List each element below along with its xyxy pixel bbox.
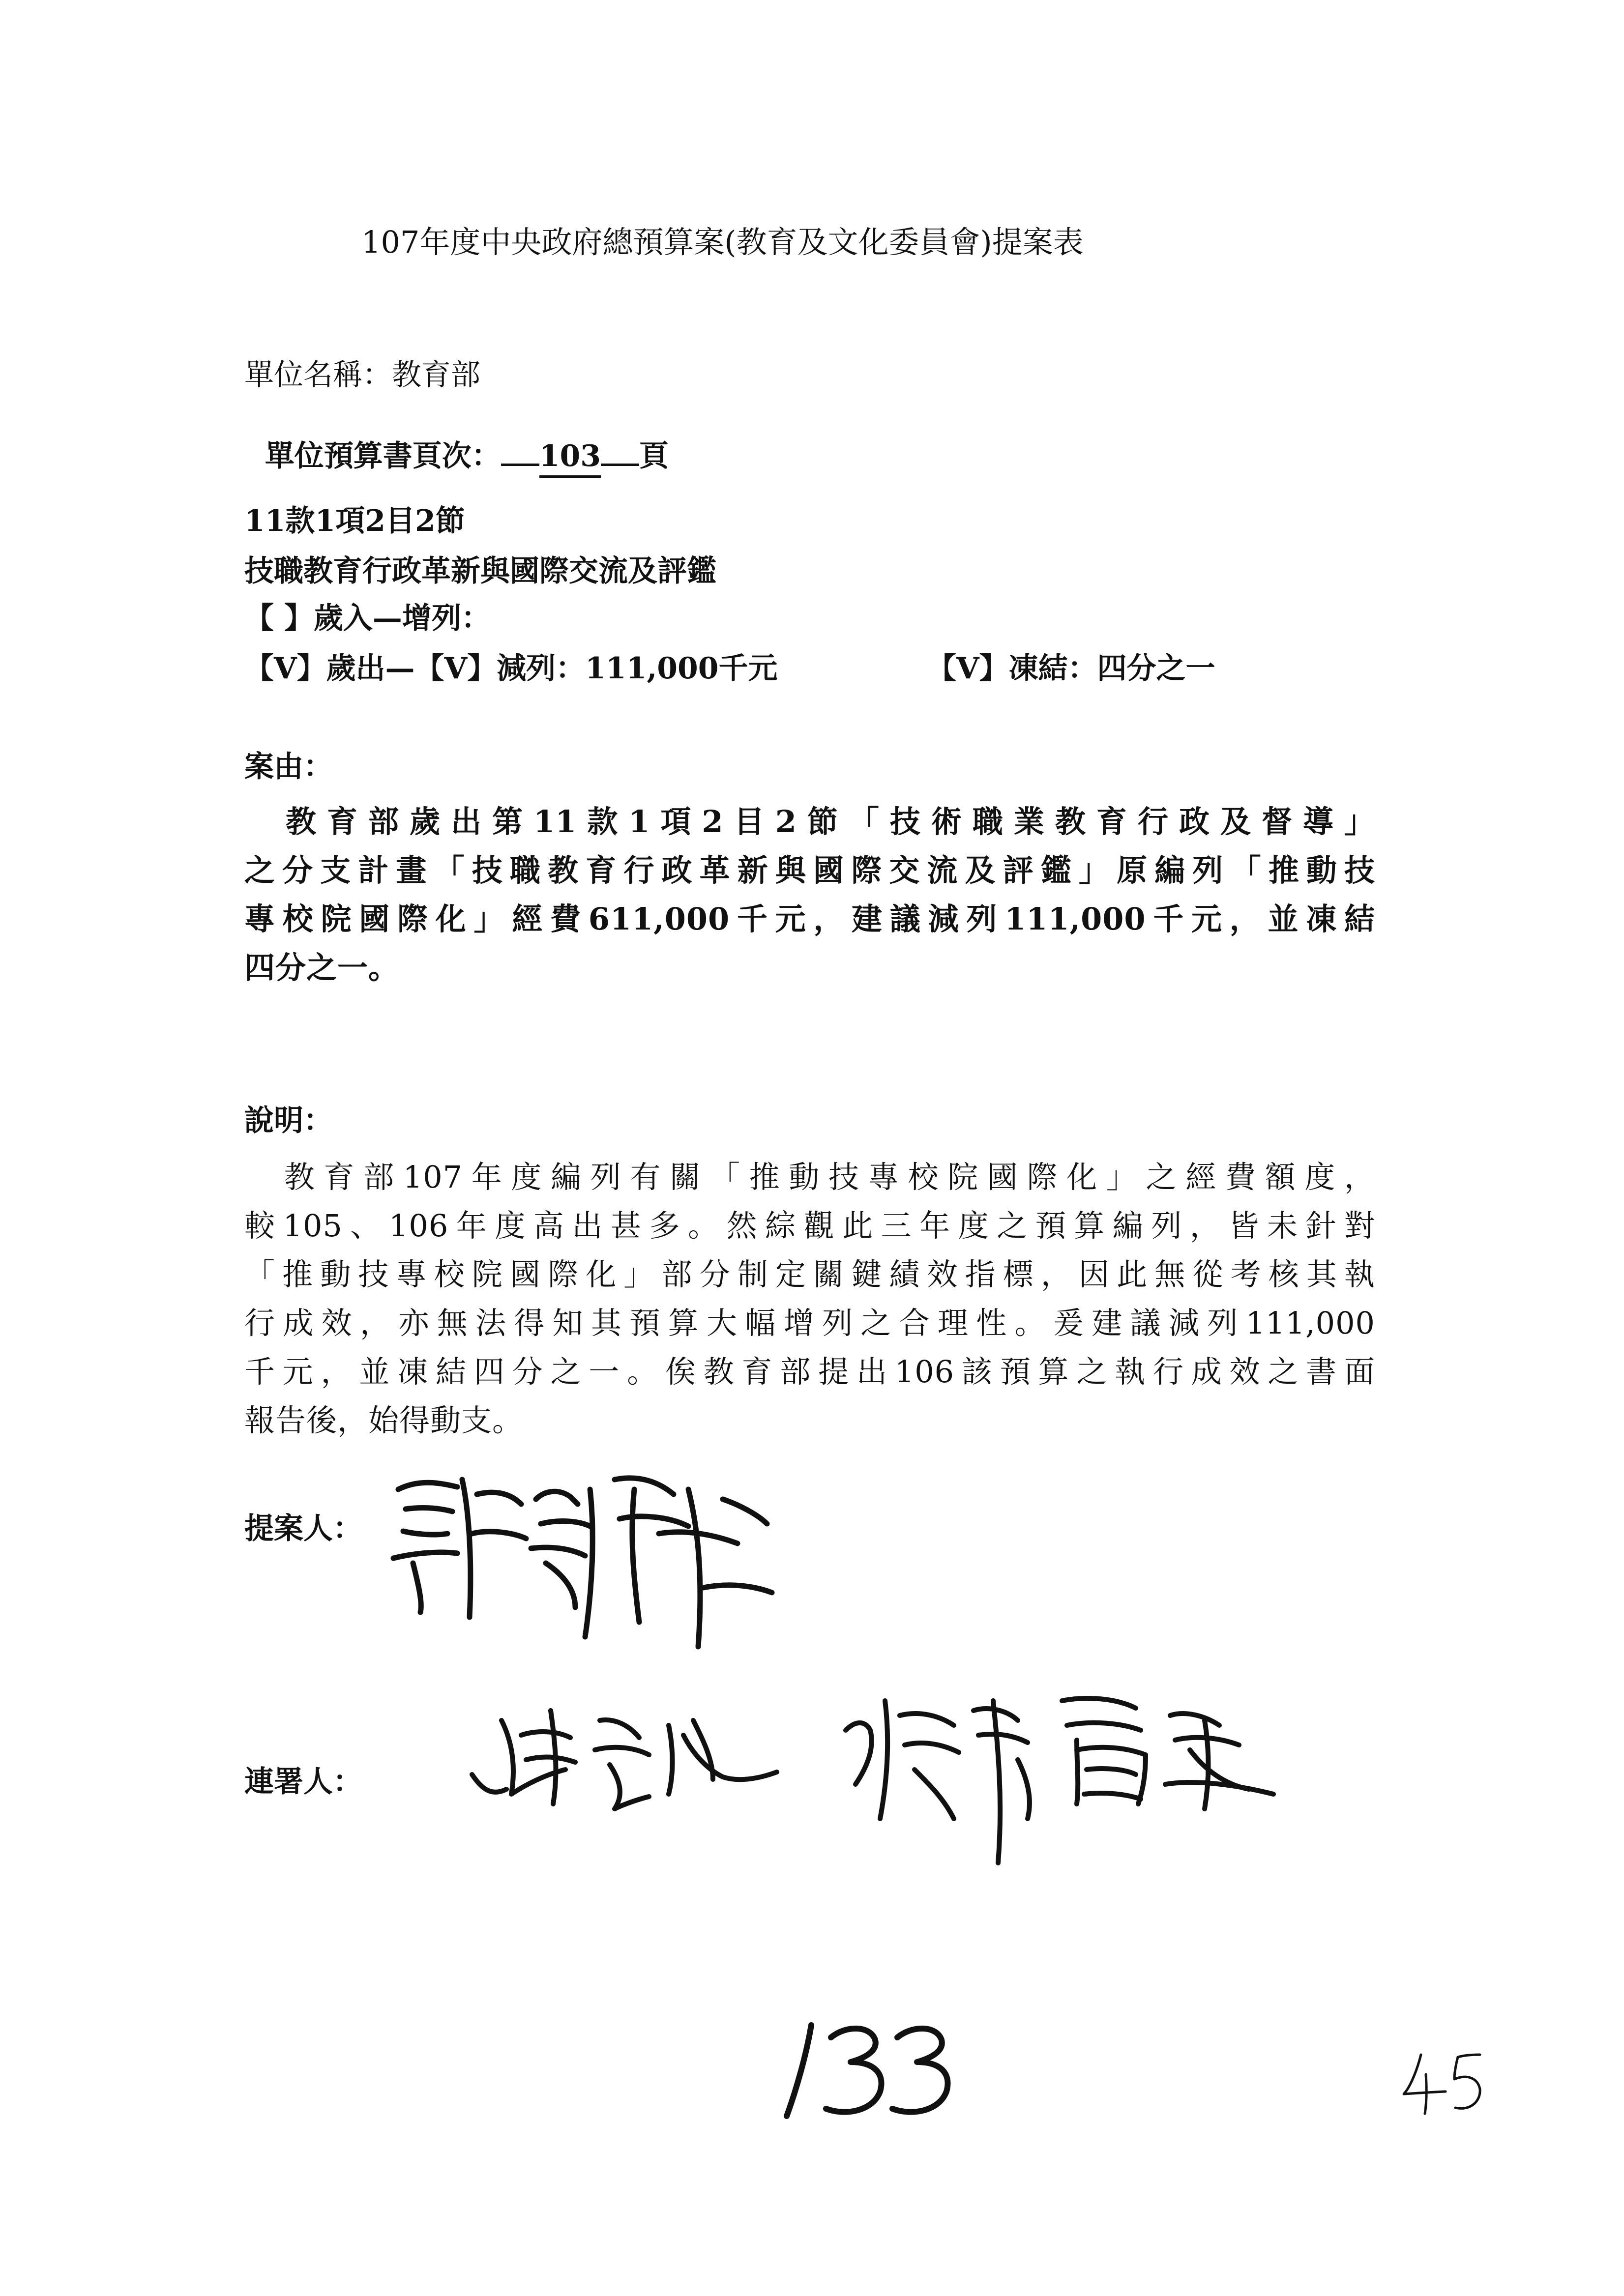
expenditure-line: 【V】歲出—【V】減列：111,000千元 [244,651,778,686]
explanation-line: 千元，並凍結四分之一。俟教育部提出106該預算之執行成效之書面 [244,1354,1375,1390]
explanation-line: 報告後，始得動支。 [244,1402,524,1438]
freeze-line: 【V】凍結：四分之一 [927,651,1215,686]
budget-page-number: 103 [539,439,601,478]
cosigner-label: 連署人： [244,1765,362,1799]
document-title: 107年度中央政府總預算案(教育及文化委員會)提案表 [361,224,1084,260]
explanation-heading: 說明： [244,1104,333,1138]
proposer-label: 提案人： [244,1511,362,1546]
unit-name: 單位名稱：教育部 [244,358,480,392]
cosigner-signature-2 [831,1671,1303,1868]
handwritten-page-number [777,2010,964,2128]
reason-line: 教育部歲出第11款1項2目2節「技術職業教育行政及督導」 [244,804,1375,840]
revenue-line: 【 】歲入—增列： [244,601,491,636]
proposer-signature [384,1460,787,1666]
handwritten-sheet-number [1396,2045,1495,2119]
budget-page-suffix: 頁 [639,439,669,473]
explanation-line: 較105、106年度高出甚多。然綜觀此三年度之預算編列，皆未針對 [244,1208,1375,1244]
reason-paragraph [244,797,1375,992]
explanation-paragraph [244,1153,1375,1445]
explanation-line: 「推動技專校院國際化」部分制定關鍵績效指標，因此無從考核其執 [244,1256,1375,1292]
reason-line: 四分之一。 [244,950,400,986]
item-code: 11款1項2目2節 [244,504,465,538]
budget-page-label: 單位預算書頁次： [265,439,501,473]
explanation-line: 教育部107年度編列有關「推動技專校院國際化」之經費額度， [244,1159,1375,1195]
reason-heading: 案由： [244,750,333,784]
item-name: 技職教育行政革新與國際交流及評鑑 [244,554,716,588]
reason-line: 專校院國際化」經費611,000千元，建議減列111,000千元，並凍結 [244,901,1375,937]
reason-line: 之分支計畫「技職教育行政革新與國際交流及評鑑」原編列「推動技 [244,852,1375,888]
cosigner-signature-1 [462,1691,787,1819]
explanation-line: 行成效，亦無法得知其預算大幅增列之合理性。爰建議減列111,000 [244,1305,1375,1341]
budget-page-line [244,407,669,471]
